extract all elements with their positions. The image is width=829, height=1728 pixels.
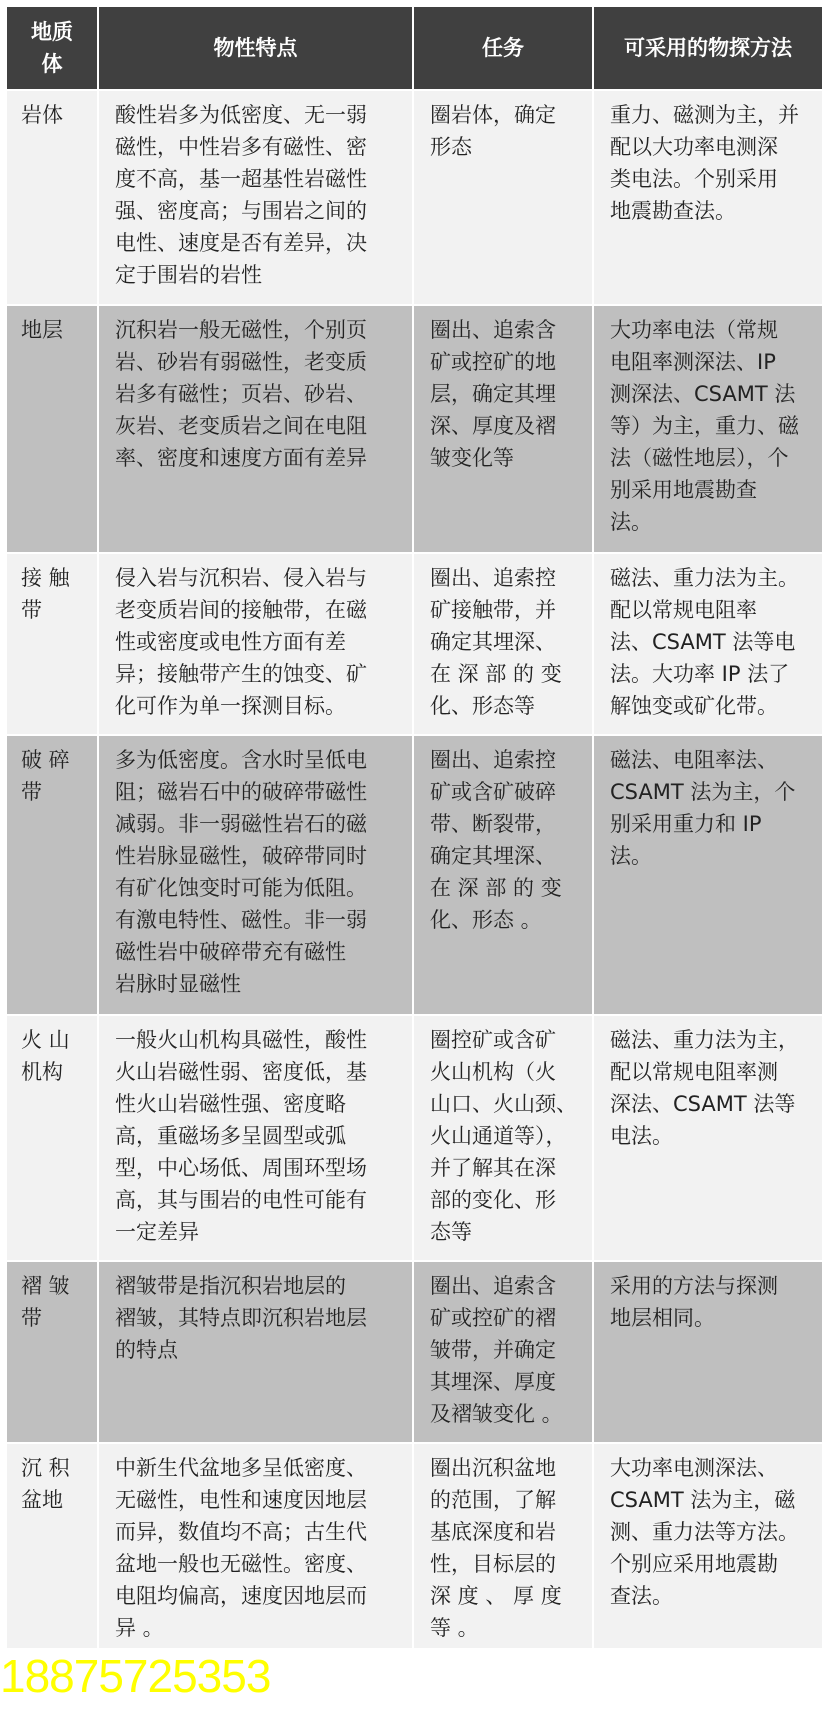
page-content <box>0 5 822 1702</box>
cell-task: 圈岩体，确定 形态 <box>413 90 593 305</box>
cell-geologic-body: 接 触 带 <box>6 553 98 735</box>
header-task: 任务 <box>413 6 593 90</box>
cell-method: 磁法、电阻率法、 CSAMT 法为主，个 别采用重力和 IP 法。 <box>593 735 823 1015</box>
table-row <box>6 1015 823 1261</box>
table-row <box>6 90 823 305</box>
cell-method: 磁法、重力法为主。 配以常规电阻率 法、CSAMT 法等电 法。大功率 IP 法了 解蚀变或矿化带。 <box>593 553 823 735</box>
table-row <box>6 1261 823 1443</box>
phone-watermark: 18875725353 <box>0 1650 271 1702</box>
cell-method: 磁法、重力法为主， 配以常规电阻率测 深法、CSAMT 法等 电法。 <box>593 1015 823 1261</box>
cell-task: 圈出、追索控 矿接触带，并 确定其埋深、 在 深 部 的 变 化、形态等 <box>413 553 593 735</box>
cell-geologic-body: 沉 积 盆地 <box>6 1443 98 1649</box>
cell-geologic-body: 地层 <box>6 305 98 553</box>
table-row <box>6 735 823 1015</box>
cell-task: 圈出、追索含 矿或控矿的褶 皱带，并确定 其埋深、厚度 及褶皱变化 。 <box>413 1261 593 1443</box>
header-geologic-body: 地质 体 <box>6 6 98 90</box>
cell-method: 大功率电法（常规 电阻率测深法、IP 测深法、CSAMT 法 等）为主，重力、磁 法（磁性地层），个 别采用地震勘查 法。 <box>593 305 823 553</box>
cell-geologic-body: 褶 皱 带 <box>6 1261 98 1443</box>
cell-method: 大功率电测深法、 CSAMT 法为主，磁 测、重力法等方法。 个别应采用地震勘 查法。 <box>593 1443 823 1649</box>
cell-method: 采用的方法与探测 地层相同。 <box>593 1261 823 1443</box>
cell-task: 圈出、追索控 矿或含矿破碎 带、断裂带， 确定其埋深、 在 深 部 的 变 化、形态 。 <box>413 735 593 1015</box>
geophysics-table <box>5 5 824 1650</box>
cell-properties: 侵入岩与沉积岩、侵入岩与 老变质岩间的接触带，在磁 性或密度或电性方面有差 异；接触带产生的蚀变、矿 化可作为单一探测目标。 <box>98 553 413 735</box>
table-row <box>6 1443 823 1649</box>
cell-properties: 褶皱带是指沉积岩地层的 褶皱，其特点即沉积岩地层 的特点 <box>98 1261 413 1443</box>
cell-properties: 一般火山机构具磁性，酸性 火山岩磁性弱、密度低，基 性火山岩磁性强、密度略 高，重磁场多呈圆型或弧 型，中心场低、周围环型场 高，其与围岩的电性可能有 一定差异 <box>98 1015 413 1261</box>
table-row <box>6 553 823 735</box>
cell-task: 圈出、追索含 矿或控矿的地 层，确定其埋 深、厚度及褶 皱变化等 <box>413 305 593 553</box>
cell-method: 重力、磁测为主，并 配以大功率电测深 类电法。个别采用 地震勘查法。 <box>593 90 823 305</box>
cell-geologic-body: 破 碎 带 <box>6 735 98 1015</box>
table-row <box>6 305 823 553</box>
cell-geologic-body: 火 山 机构 <box>6 1015 98 1261</box>
cell-properties: 多为低密度。含水时呈低电 阻；磁岩石中的破碎带磁性 减弱。非一弱磁性岩石的磁 性岩脉显磁性，破碎带同时 有矿化蚀变时可能为低阻。 有激电特性、磁性。非一弱 磁性岩中破碎带充有磁性 岩脉时显磁性 <box>98 735 413 1015</box>
header-properties: 物性特点 <box>98 6 413 90</box>
cell-geologic-body: 岩体 <box>6 90 98 305</box>
header-methods: 可采用的物探方法 <box>593 6 823 90</box>
cell-properties: 沉积岩一般无磁性，个别页 岩、砂岩有弱磁性，老变质 岩多有磁性；页岩、砂岩、 灰岩、老变质岩之间在电阻 率、密度和速度方面有差异 <box>98 305 413 553</box>
cell-properties: 中新生代盆地多呈低密度、 无磁性，电性和速度因地层 而异，数值均不高；古生代 盆地一般也无磁性。密度、 电阻均偏高，速度因地层而 异 。 <box>98 1443 413 1649</box>
cell-task: 圈控矿或含矿 火山机构（火 山口、火山颈、 火山通道等）， 并了解其在深 部的变化、形 态等 <box>413 1015 593 1261</box>
header-row <box>6 6 823 90</box>
cell-task: 圈出沉积盆地 的范围，了解 基底深度和岩 性，目标层的 深 度 、 厚 度 等 。 <box>413 1443 593 1649</box>
cell-properties: 酸性岩多为低密度、无一弱 磁性，中性岩多有磁性、密 度不高，基一超基性岩磁性 强、密度高；与围岩之间的 电性、速度是否有差异，决 定于围岩的岩性 <box>98 90 413 305</box>
